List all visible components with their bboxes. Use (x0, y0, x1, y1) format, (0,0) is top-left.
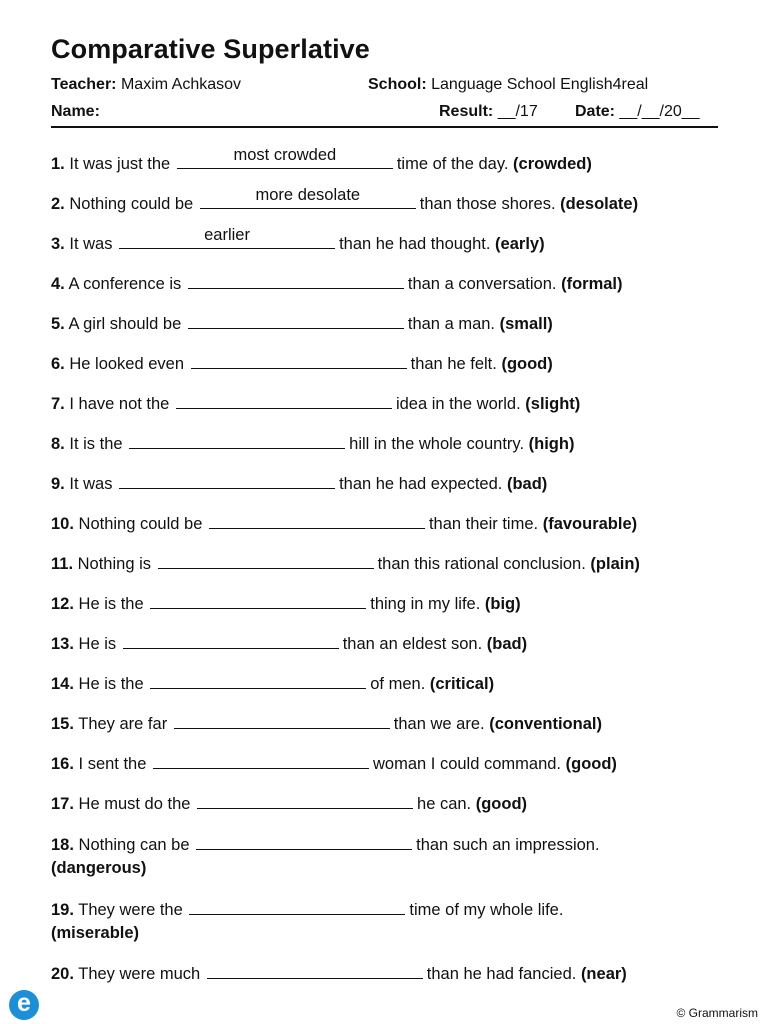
answer-blank[interactable] (191, 350, 407, 369)
question-19 (51, 896, 721, 945)
question-text-before: Nothing could be (78, 515, 203, 533)
question-15 (51, 710, 721, 736)
question-number: 17. (51, 795, 74, 813)
answer-blank[interactable] (188, 270, 404, 289)
question-number: 19. (51, 901, 74, 919)
question-9 (51, 470, 721, 496)
question-text-after: thing in my life. (370, 595, 481, 613)
question-text-before: It was (69, 235, 113, 253)
question-number: 13. (51, 635, 74, 653)
answer-blank[interactable] (188, 310, 404, 329)
base-word: (desolate) (560, 195, 639, 213)
base-word: (miserable) (51, 924, 140, 942)
question-text-after: than an eldest son. (342, 635, 483, 653)
question-text-after: than he had thought. (339, 235, 491, 253)
question-text-before: He is the (78, 595, 144, 613)
question-text-after: he can. (417, 795, 472, 813)
result-line (439, 103, 538, 121)
grammarism-logo-icon: e (9, 990, 39, 1020)
name-line (51, 103, 100, 121)
date-line (575, 103, 700, 121)
question-text-after: than this rational conclusion. (377, 555, 586, 573)
answer-text: most crowded (233, 146, 337, 164)
base-word: (good) (475, 795, 528, 813)
teacher-line (51, 76, 241, 94)
question-6 (51, 350, 721, 376)
question-text-before: They are far (78, 715, 168, 733)
question-number: 18. (51, 836, 74, 854)
question-number: 4. (51, 275, 65, 293)
base-word: (bad) (486, 635, 528, 653)
question-text-after: than their time. (428, 515, 539, 533)
question-text-before: A conference is (68, 275, 182, 293)
base-word: (good) (565, 755, 617, 773)
answer-blank[interactable] (129, 430, 345, 449)
answer-blank[interactable] (153, 750, 369, 769)
answer-blank[interactable] (123, 630, 339, 649)
answer-blank[interactable] (197, 790, 413, 809)
question-text-before: They were much (78, 965, 201, 983)
teacher-label: Teacher: (51, 76, 117, 93)
question-text-after: time of my whole life. (409, 901, 564, 919)
question-text-before: He looked even (69, 355, 185, 373)
answer-blank[interactable] (189, 896, 405, 915)
base-word: (big) (484, 595, 521, 613)
school-line (368, 76, 648, 94)
base-word: (favourable) (542, 515, 638, 533)
question-20 (51, 960, 721, 986)
answer-blank[interactable] (209, 510, 425, 529)
answer-blank[interactable] (174, 710, 390, 729)
question-text-before: A girl should be (68, 315, 182, 333)
page-title: Comparative Superlative (51, 34, 370, 64)
teacher-value: Maxim Achkasov (120, 76, 242, 93)
question-text-after: than those shores. (419, 195, 556, 213)
question-text-after: hill in the whole country. (349, 435, 525, 453)
base-word: (critical) (429, 675, 495, 693)
question-text-before: He is (78, 635, 117, 653)
question-14 (51, 670, 721, 696)
question-number: 15. (51, 715, 74, 733)
date-value: __/__/20__ (619, 103, 700, 120)
question-text-before: Nothing can be (78, 836, 190, 854)
question-text-after: idea in the world. (395, 395, 521, 413)
base-word: (near) (580, 965, 627, 983)
answer-blank[interactable] (150, 670, 366, 689)
question-text-before: I sent the (78, 755, 147, 773)
question-5 (51, 310, 721, 336)
question-13 (51, 630, 721, 656)
question-12 (51, 590, 721, 616)
question-text-after: than he felt. (410, 355, 497, 373)
school-value: Language School English4real (431, 76, 649, 93)
question-text-before: It is the (69, 435, 123, 453)
base-word: (formal) (561, 275, 623, 293)
question-text-after: time of the day. (396, 155, 509, 173)
answer-text: more desolate (255, 186, 361, 204)
question-16 (51, 750, 721, 776)
base-word: (dangerous) (51, 859, 147, 877)
answer-text: earlier (204, 226, 250, 244)
question-text-before: They were the (78, 901, 183, 919)
question-number: 2. (51, 195, 65, 213)
answer-blank[interactable] (207, 960, 423, 979)
question-number: 9. (51, 475, 65, 493)
question-text-before: He must do the (78, 795, 191, 813)
question-number: 8. (51, 435, 65, 453)
question-1 (51, 146, 721, 176)
question-text-before: He is the (78, 675, 144, 693)
question-10 (51, 510, 721, 536)
question-number: 20. (51, 965, 74, 983)
question-4 (51, 270, 721, 296)
question-text-before: I have not the (69, 395, 170, 413)
base-word: (small) (499, 315, 553, 333)
question-2 (51, 186, 721, 216)
date-label: Date: (575, 103, 616, 120)
answer-blank[interactable] (200, 186, 416, 209)
question-text-after: than such an impression. (416, 836, 600, 854)
question-number: 14. (51, 675, 74, 693)
question-number: 6. (51, 355, 65, 373)
question-text-before: It was just the (69, 155, 171, 173)
base-word: (early) (495, 235, 545, 253)
question-text-after: than he had expected. (339, 475, 503, 493)
base-word: (conventional) (489, 715, 602, 733)
answer-blank[interactable] (196, 831, 412, 850)
question-18 (51, 831, 721, 880)
question-17 (51, 790, 721, 816)
answer-blank[interactable] (176, 390, 392, 409)
question-text-after: of men. (370, 675, 426, 693)
base-word: (bad) (506, 475, 548, 493)
question-text-before: Nothing is (77, 555, 151, 573)
question-number: 1. (51, 155, 65, 173)
question-3 (51, 226, 721, 256)
question-number: 11. (51, 555, 74, 573)
question-text-after: than he had fancied. (426, 965, 577, 983)
result-label: Result: (439, 103, 494, 120)
question-number: 16. (51, 755, 74, 773)
base-word: (high) (528, 435, 575, 453)
header-divider (51, 126, 718, 128)
question-text-after: than a man. (407, 315, 496, 333)
name-label: Name: (51, 103, 100, 120)
answer-blank[interactable] (150, 590, 366, 609)
result-value: __/17 (497, 103, 538, 120)
question-number: 5. (51, 315, 65, 333)
question-number: 7. (51, 395, 65, 413)
question-8 (51, 430, 721, 456)
copyright-text: © Grammarism (676, 1006, 758, 1020)
question-text-before: It was (69, 475, 113, 493)
answer-blank[interactable] (177, 146, 393, 169)
answer-blank[interactable] (119, 226, 335, 249)
base-word: (slight) (525, 395, 581, 413)
base-word: (plain) (590, 555, 640, 573)
base-word: (crowded) (513, 155, 592, 173)
question-7 (51, 390, 721, 416)
question-text-before: Nothing could be (69, 195, 194, 213)
question-number: 12. (51, 595, 74, 613)
school-label: School: (368, 76, 427, 93)
question-text-after: woman I could command. (373, 755, 562, 773)
base-word: (good) (501, 355, 553, 373)
question-number: 3. (51, 235, 65, 253)
question-11 (51, 550, 721, 576)
question-text-after: than a conversation. (407, 275, 557, 293)
answer-blank[interactable] (119, 470, 335, 489)
question-number: 10. (51, 515, 74, 533)
answer-blank[interactable] (158, 550, 374, 569)
question-text-after: than we are. (393, 715, 485, 733)
